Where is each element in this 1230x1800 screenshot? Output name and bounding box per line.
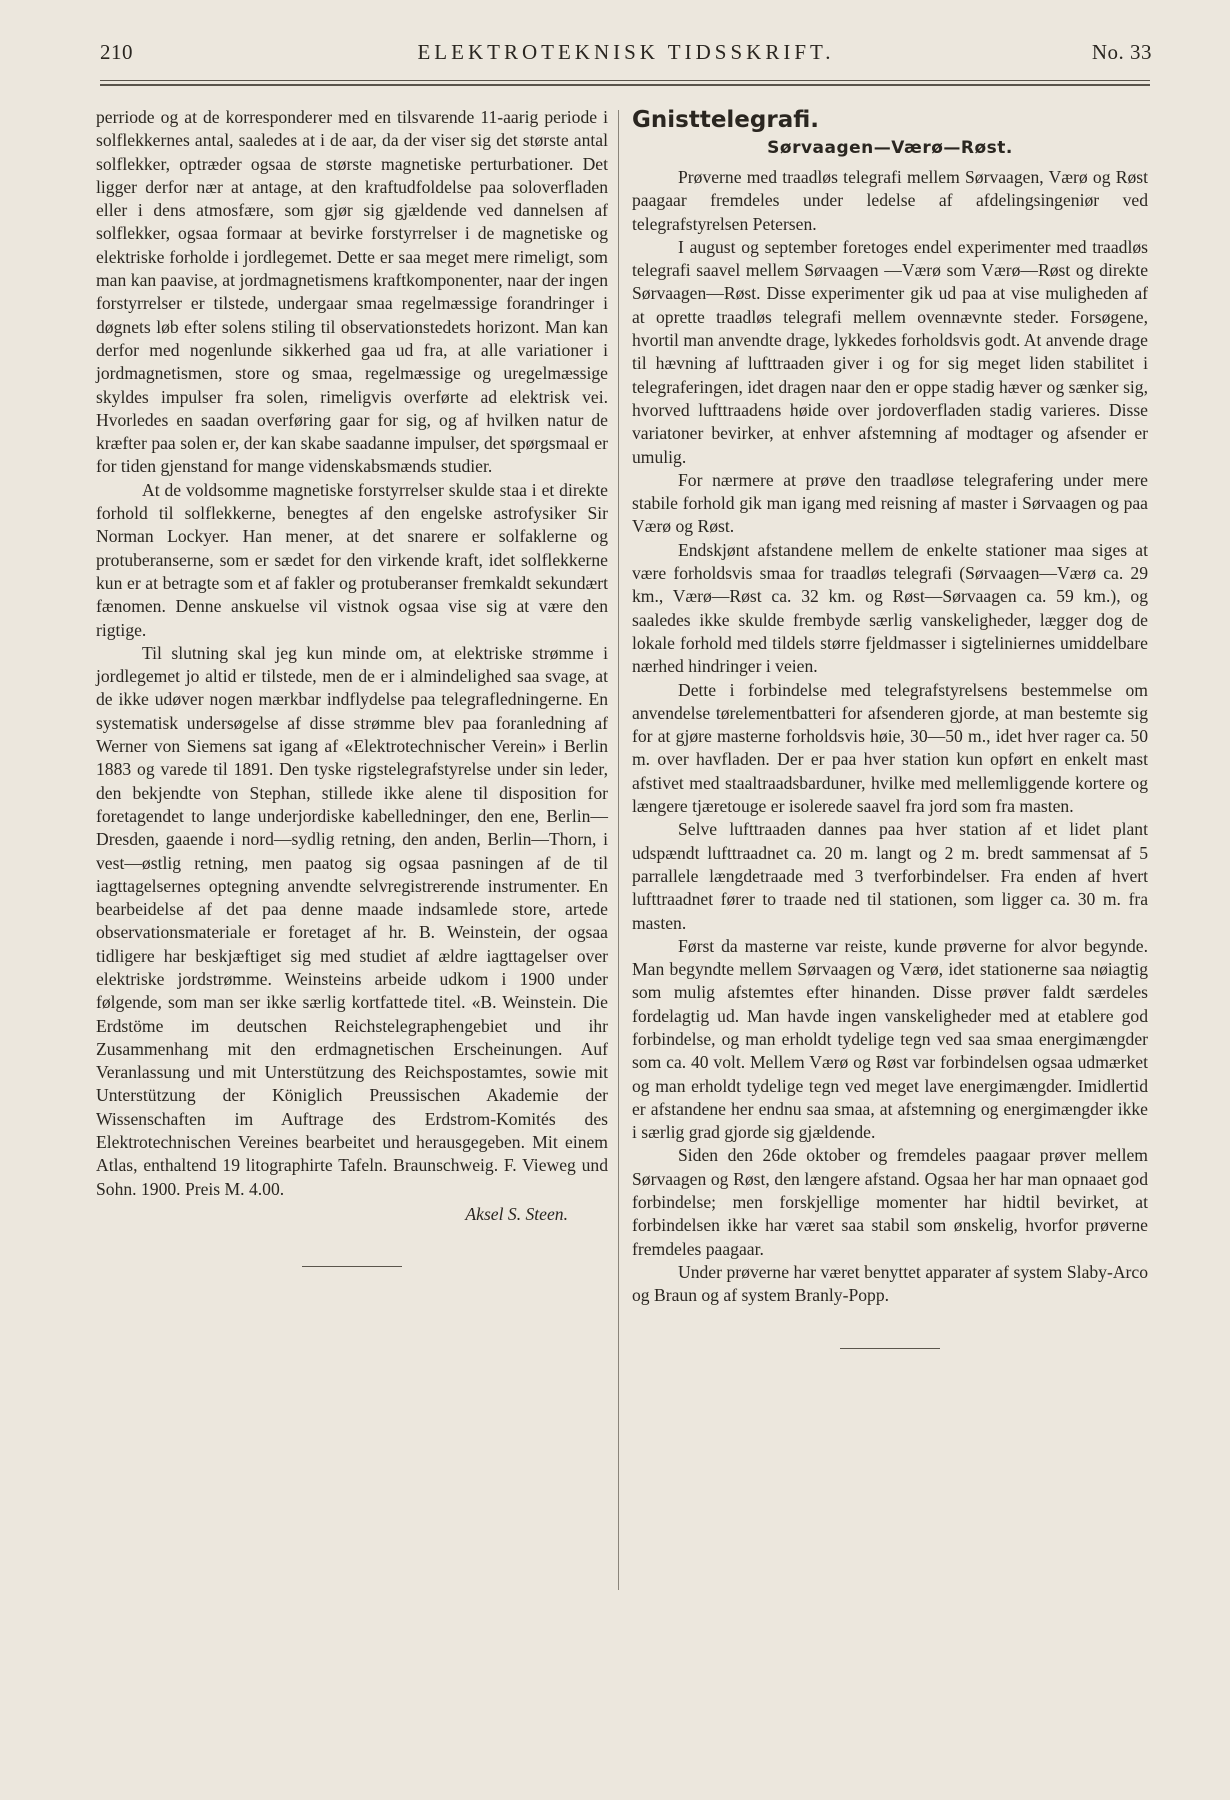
right-paragraph: Siden den 26de oktober og fremdeles paagaar prøver mellem Sørvaagen og Røst, den længere afstand. Ogsaa her har man opnaaet god forbindelse; men forskjellige momenter har hidtil bevirket, at forbindelsen ikke har været saa stabil som ønskelig, hvorfor prøverne fremdeles paagaar. <box>632 1145 1148 1259</box>
right-paragraph: Under prøverne har været benyttet apparater af system Slaby-Arco og Braun og af system Branly-Popp. <box>632 1261 1148 1306</box>
right-paragraph: Prøverne med traadløs telegrafi mellem Sørvaagen, Værø og Røst paagaar fremdeles under ledelse af afdelingsingeniør ved telegrafstyrelsen Petersen. <box>632 167 1148 234</box>
right-paragraph: Først da masterne var reiste, kunde prøverne for alvor begynde. Man begyndte mellem Sørvaagen og Værø, idet stationerne saa nøiagtig som mulig afstemtes efter hinanden. Disse prøver faldt særdeles fordelagtig ud. Man havde ingen vanskeligheder med at etablere god forbindelse, og man erholdt tydelige tegn ved saa smaa energimængder som ca. 40 volt. Mellem Værø og Røst var forbindelsen ogsaa udmærket og man erholdt tydelige tegn ved meget lave energimængder. Imidlertid er afstandene her endnu saa smaa, at afstemning og energimængder ikke i særlig grad gjorde sig gjældende. <box>632 935 1148 1143</box>
article-subtitle: Sørvaagen—Værø—Røst. <box>767 138 1013 158</box>
author-signature: Aksel S. Steen. <box>465 1203 568 1224</box>
right-column <box>632 106 1148 1349</box>
right-paragraph: Selve lufttraaden dannes paa hver station af et lidet plant udspændt lufttraadnet ca. 20 m. langt og 2 m. bredt sammensat af 5 parrallele længdetraade med 3 tverforbindelser. Fra enden af hvert lufttraadnet fører to traade ned til stationen, som ligger ca. 30 m. fra masten. <box>632 819 1148 933</box>
issue-number: No. 33 <box>1091 40 1152 64</box>
right-paragraph: Endskjønt afstandene mellem de enkelte stationer maa siges at være forholdsvis smaa for traadløs telegrafi (Sørvaagen—Værø ca. 29 km., Værø—Røst ca. 32 km. og Røst—Sørvaagen ca. 59 km.), og saaledes ikke skulde frembyde særlig vanskeligheder, lægger dog de lokale forhold med tildels større fjeldmasser i sigteliniernes umiddelbare nærhed hindringer i veien. <box>632 539 1148 677</box>
journal-title: ELEKTROTEKNISK TIDSSKRIFT. <box>417 40 835 64</box>
right-paragraph: I august og september foretoges endel experimenter med traadløs telegrafi saavel mellem Sørvaagen —Værø som Værø—Røst og direkte Sørvaagen—Røst. Disse experimenter gik ud paa at vise muligheden af at oprette traadløs telegrafi mellem ovennævnte steder. Forsøgene, hvortil man anvendte drage, lykkedes forholdsvis godt. At anvende drage til hævning af lufttraaden giver i og for sig meget liden stabilitet i telegraferingen, idet dragen naar den er oppe stadig hæver og sænker sig, hvorved lufttraadens høide over jordoverfladen stadig varieres. Disse variatoner bevirker, at enhver afstemning af modtager og afsender er umulig. <box>632 236 1148 467</box>
column-divider <box>618 110 619 1590</box>
right-paragraph: Dette i forbindelse med telegrafstyrelsens bestemmelse om anvendelse tørelementbatteri for afsenderen gjorde, at man bestemte sig for at gjøre masterne forholdsvis høie, 30—50 m., idet hver rager ca. 50 m. over havfladen. Der er paa hver station kun opført en enkelt mast afstivet med staaltraadsbarduner, hvilke med mellemliggende kortere og længere tjæretouge er isolerede saavel fra jord som fra masten. <box>632 679 1148 817</box>
article-end-rule <box>302 1266 402 1267</box>
article-title: Gnisttelegrafi. <box>632 107 820 133</box>
left-column <box>96 106 608 1267</box>
left-paragraph: Til slutning skal jeg kun minde om, at elektriske strømme i jordlegemet jo altid er tilstede, men de er i almindelighed saa svage, at de ikke udøver nogen mærkbar indflydelse paa telegrafledningerne. En systematisk undersøgelse af disse strømme blev paa foranledning af Werner von Siemens sat igang af «Elektrotechnischer Verein» i Berlin 1883 og varede til 1891. Den tyske rigstelegrafstyrelse under sin leder, den bekjendte von Stephan, stillede ikke alene til disposition for foretagendet to lange underjordiske kabelledninger, den ene, Berlin—Dresden, gaaende i nord—sydlig retning, den anden, Berlin—Thorn, i vest—østlig retning, men paatog sig ogsaa pasningen af de til iagttagelsernes optegning anvendte selvregistrerende instrumenter. En bearbeidelse af det paa denne maade indsamlede store, artede observationsmateriale er foretaget af hr. B. Weinstein, der ogsaa tidligere har beskjæftiget sig med studiet af ældre iagttagelser over elektriske jordstrømme. Weinsteins arbeide udkom i 1900 under følgende, som man ser ikke særlig kortfattede titel. «B. Weinstein. Die Erdstöme im deutschen Reichstelegraphengebiet und ihr Zusammenhang mit den erdmagnetischen Erscheinungen. Auf Veranlassung und mit Unterstützung des Reichspostamtes, sowie mit Unterstützung der Königlich Preussischen Akademie der Wissenschaften im Auftrage des Erdstrom-Komités des Elektrotechnischen Vereines bearbeitet und herausgegeben. Mit einem Atlas, enthaltend 19 litographirte Tafeln. Braunschweig. F. Vieweg und Sohn. 1900. Preis M. 4.00. <box>96 642 608 1199</box>
left-paragraph: At de voldsomme magnetiske forstyrrelser skulde staa i et direkte forhold til solflekkerne, benegtes af den engelske astrofysiker Sir Norman Lockyer. Han mener, at det snarere er solfaklerne og protuberanserne, som er sædet for den virkende kraft, idet solflekkerne kun er at betragte som et af fakler og protuberanser fremkaldt sekundært fænomen. Denne anskuelse vil vistnok ogsaa vise sig at være den rigtige. <box>96 479 608 640</box>
page-header <box>100 40 1152 70</box>
article-end-rule <box>840 1348 940 1349</box>
header-rule-thick <box>100 84 1150 86</box>
right-paragraph: For nærmere at prøve den traadløse telegrafering under mere stabile forhold gik man igang med reisning af master i Sørvaagen og paa Værø og Røst. <box>632 469 1148 537</box>
left-paragraph: perriode og at de korresponderer med en tilsvarende 11-aarig periode i solflekkernes antal, saaledes at i de aar, da der viser sig det største antal solflekker, optræder ogsaa de største magnetiske perturbationer. Det ligger derfor nær at antage, at den kraftudfoldelse paa soloverfladen eller i dens atmosfære, som gjør sig gjældende ved dannelsen af solflekker, ogsaa formaar at bevirke forstyrrelser i de magnetiske og elektriske forholde i jordlegemet. Dette er saa meget mere rimeligt, som man kan paavise, at jordmagnetismens kraftkomponenter, naar der ingen forstyrrelser er tilstede, undergaar smaa regelmæssige forandringer i døgnets løb efter solens stiling til observationstedets horizont. Man kan derfor med nogenlunde sikkerhed gaa ud fra, at alle variationer i jordmagnetismen, store og smaa, regelmæssige og uregelmæssige skyldes impulser fra solen, rimeligvis overførte ad elektrisk vei. Hvorledes en saadan overføring gaar for sig, og af hvilken natur de kræfter paa solen er, der kan skabe saadanne impulser, det spørgsmaal er for tiden gjenstand for mange videnskabsmænds studier. <box>96 107 608 477</box>
page-number: 210 <box>100 40 133 64</box>
header-rule-thin <box>100 80 1150 81</box>
